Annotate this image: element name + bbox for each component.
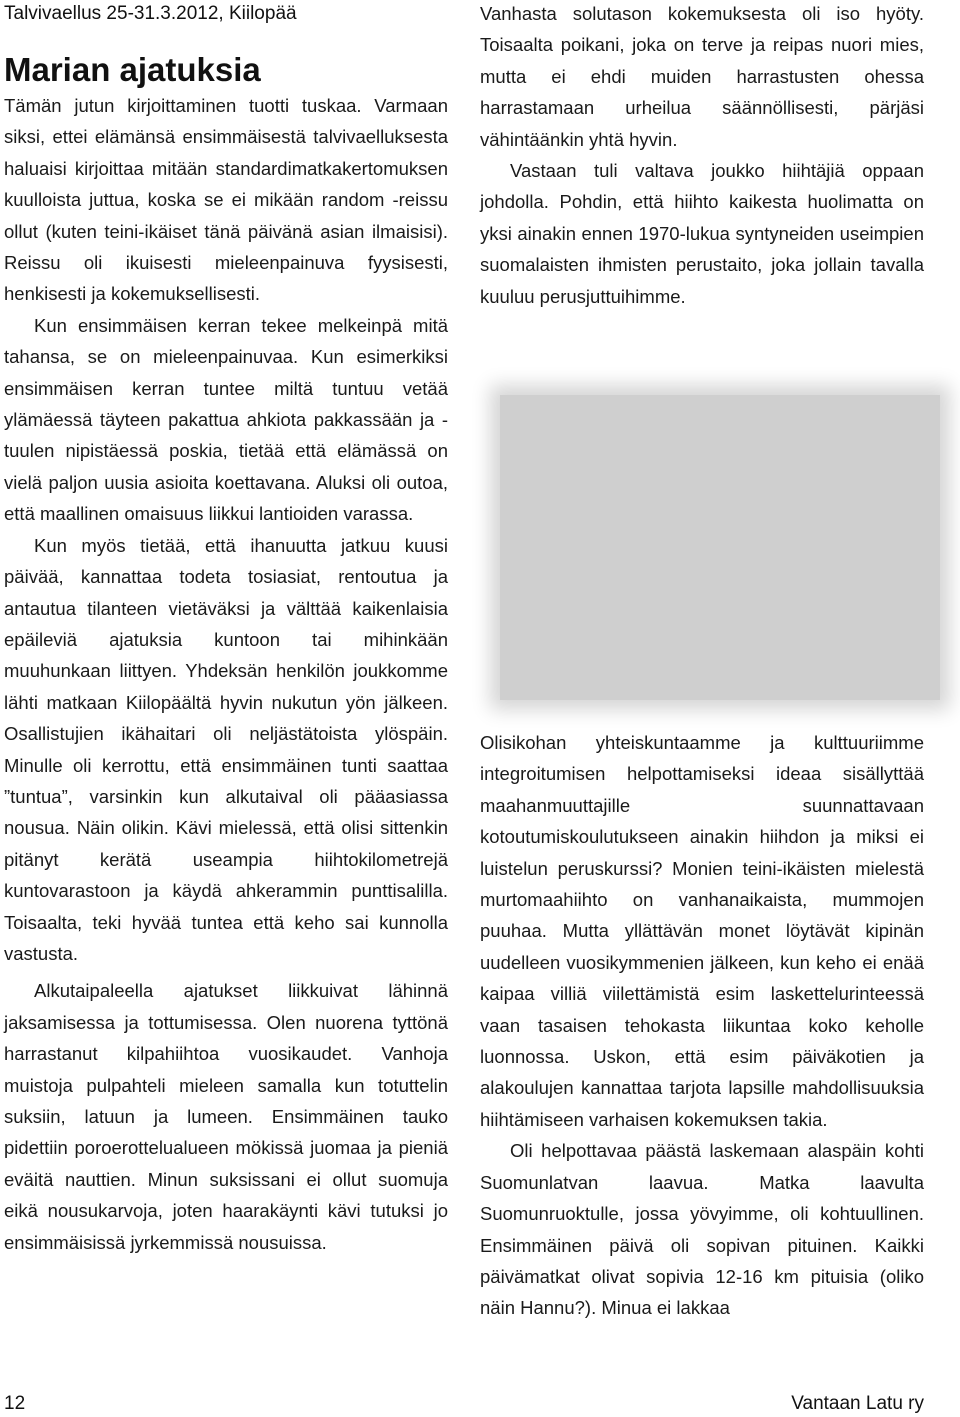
right-paragraph: Vanhasta solutason kokemuksesta oli iso hyöty. Toisaalta poikani, joka on terve ja reipas nuori mies, mutta ei ehdi muiden harrastusten ohessa harrastamaan urheilua säännöllisesti, pärjäsi vähintäänkin yhtä hyvin. — [480, 3, 924, 150]
right-paragraph: Vastaan tuli valtava joukko hiihtäjiä oppaan johdolla. Pohdin, että hiihto kaikesta huolimatta on yksi ainakin ennen 1970-lukua syntyneiden useimpien suomalaisten ihmisten perustaito, joka jollain tavalla kuuluu perusjuttuihimme. — [480, 160, 924, 307]
right-column-bottom — [480, 727, 924, 1324]
publisher-name: Vantaan Latu ry — [791, 1393, 924, 1414]
photo-placeholder — [500, 395, 940, 700]
page-number: 12 — [4, 1393, 26, 1414]
right-paragraph: Olisikohan yhteiskuntaamme ja kulttuuriimme integroitumisen helpottamiseksi ideaa sisällyttää maahanmuuttajille suunnattavaan kotoutumiskoulutukseen ainakin hiihdon ja miksi ei luistelun peruskurssi? Monien teini-ikäisten mielestä murtomaahiihto on vanhanaikaista, mummojen puuhaa. Mutta yllättävän monet löytävät kipinän uudelleen vuosikymmenien jälkeen, kun keho ei enää kaipaa villiä viilettämistä esim laskettelurinteessä vaan tasaisen tehokasta liikuntaa koko keholle luonnossa. Uskon, että esim päiväkotien ja alakoulujen kannattaa tarjota lapsille mahdollisuuksia hiihtämiseen varhaisen kokemuksen takia. — [480, 732, 924, 1130]
left-column — [4, 90, 448, 1258]
article-title: Marian ajatuksia — [4, 51, 261, 88]
left-paragraph: Kun myös tietää, että ihanuutta jatkuu kuusi päivää, kannattaa todeta tosiasiat, rentoutua ja antautua tilanteen vietäväksi ja välttää kaikenlaisia epäileviä ajatuksia kuntoon tai mihinkään muuhunkaan liittyen. Yhdeksän henkilön joukkomme lähti matkaan Kiilopäältä hyvin nukutun yön jälkeen. Osallistujien ikähaitari oli neljästätoista ylöspäin. Minulle oli kerrottu, että ensimmäinen tunti saattaa ”tuntua”, varsinkin kun alkutaival oli pääasiassa nousua. Näin olikin. Kävi mielessä, että olisi sittenkin pitänyt kerätä useampia hiihtokilometrejä kuntovarastoon ja käydä ahkerammin punttisalilla. Toisaalta, teki hyvää tuntea että keho sai kunnolla vastusta. — [4, 534, 448, 964]
right-column-top — [480, 0, 924, 312]
left-paragraph: Kun ensimmäisen kerran tekee melkeinpä mitä tahansa, se on mieleenpainuvaa. Kun esimerkiksi ensimmäisen kerran tuntee miltä tuntuu vetää ylämäessä täyteen pakattua ahkiota pakkassään ja -tuulen nipistäessä poskia, tietää että elämässä on vielä paljon uusia asioita koettavana. Aluksi oli outoa, että maallinen omaisuus liikkui lantioiden varassa. — [4, 314, 448, 525]
right-paragraph: Oli helpottavaa päästä laskemaan alaspäin kohti Suomunlatvan laavua. Matka laavulta Suomunruoktulle, jossa yövyimme, oli kohtuullinen. Ensimmäinen päivä oli sopivan pituinen. Kaikki päivämatkat olivat sopivia 12-16 km pituisia (oliko näin Hannu?). Minua ei lakkaa — [480, 1140, 924, 1319]
left-paragraph: Tämän jutun kirjoittaminen tuotti tuskaa. Varmaan siksi, ettei elämänsä ensimmäisestä talvivaelluksesta haluaisi kirjoittaa mitään standardimatkakertomuksen kuulloista juttua, koska se ei mikään random -reissu ollut (kuten teini-ikäiset tänä päivänä asian ilmaisisi). Reissu oli ikuisesti mieleenpainuva fyysisesti, henkisesti ja kokemuksellisesti. — [4, 95, 448, 305]
left-paragraph: Alkutaipaleella ajatukset liikkuivat lähinnä jaksamisessa ja tottumisessa. Olen nuorena tyttönä harrastanut kilpahiihtoa vuosikaudet. Vanhoja muistoja pulpahteli mieleen samalla kun totuttelin suksiin, latuun ja lumeen. Ensimmäinen tauko pidettiin poroerottelualueen mökissä juomaa ja pieniä eväitä nauttien. Minun suksissani ei ollut suomuja eikä nousukarvoja, joten haarakäynti kävi tutuksi jo ensimmäisissä jyrkemmissä nousuissa. — [4, 980, 448, 1253]
header-event: Talvivaellus 25-31.3.2012, Kiilopää — [4, 3, 297, 24]
